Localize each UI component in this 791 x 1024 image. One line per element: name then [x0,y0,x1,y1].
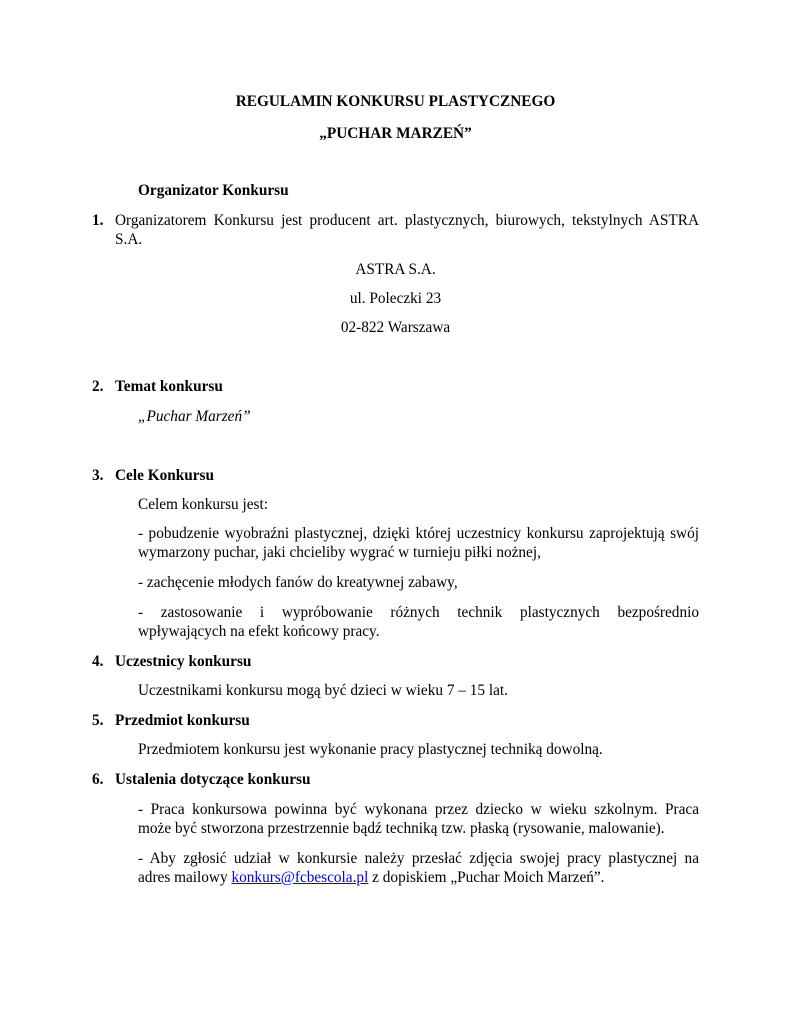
section-2-heading: Temat konkursu [115,378,223,395]
section-6-paragraph-2-line-1: - Aby zgłosić udział w konkursie należy przesłać zdjęcia swojej pracy plastycznej na [138,850,699,867]
document-title: REGULAMIN KONKURSU PLASTYCZNEGO [235,93,556,110]
section-3-bullet-3-line-1: - zastosowanie i wypróbowanie różnych technik plastycznych bezpośrednio [138,604,699,621]
section-4-heading: Uczestnicy konkursu [115,653,252,670]
section-3-heading: Cele Konkursu [115,467,215,484]
section-6-paragraph-1-line-2: może być stworzona przestrzennie bądź techniką tzw. płaską (rysowanie, malowanie). [138,820,665,837]
email-prefix-text: adres mailowy [138,869,232,886]
section-3-bullet-1-line-1: - pobudzenie wyobraźni plastycznej, dzięki której uczestnicy konkursu zaprojektują swój [138,525,699,542]
email-link[interactable]: konkurs@fcbescola.pl [231,869,369,886]
section-6-paragraph-2-line-2 [138,868,605,887]
section-5-number: 5. [92,712,104,729]
address-company: ASTRA S.A. [355,261,436,278]
item-1-number: 1. [92,212,104,229]
section-5-text: Przedmiotem konkursu jest wykonanie pracy plastycznej techniką dowolną. [138,741,603,758]
section-6-paragraph-1-line-1: - Praca konkursowa powinna być wykonana przez dziecko w wieku szkolnym. Praca [138,801,699,818]
section-3-intro: Celem konkursu jest: [138,496,269,513]
section-4-text: Uczestnikami konkursu mogą być dzieci w wieku 7 – 15 lat. [138,682,509,699]
section-4-number: 4. [92,653,104,670]
section-3-bullet-3-line-2: wpływających na efekt końcowy pracy. [138,623,380,640]
section-3-number: 3. [92,467,104,484]
address-street: ul. Poleczki 23 [349,290,442,307]
document-subtitle: „PUCHAR MARZEŃ” [319,125,472,142]
section-2-text: „Puchar Marzeń” [138,408,251,425]
address-city: 02-822 Warszawa [340,319,451,336]
section-6-number: 6. [92,771,104,788]
section-3-bullet-1-line-2: wymarzony puchar, jaki chcieliby wygrać w turnieju piłki nożnej, [138,544,541,561]
item-1-line-2: S.A. [115,231,143,248]
section-3-bullet-2: - zachęcenie młodych fanów do kreatywnej zabawy, [138,574,458,591]
organizer-heading: Organizator Konkursu [138,182,289,199]
section-6-heading: Ustalenia dotyczące konkursu [115,771,311,788]
section-5-heading: Przedmiot konkursu [115,712,250,729]
email-suffix-text: z dopiskiem „Puchar Moich Marzeń”. [368,869,605,886]
item-1-line-1: Organizatorem Konkursu jest producent art. plastycznych, biurowych, tekstylnych ASTRA [115,212,699,229]
section-2-number: 2. [92,378,104,395]
